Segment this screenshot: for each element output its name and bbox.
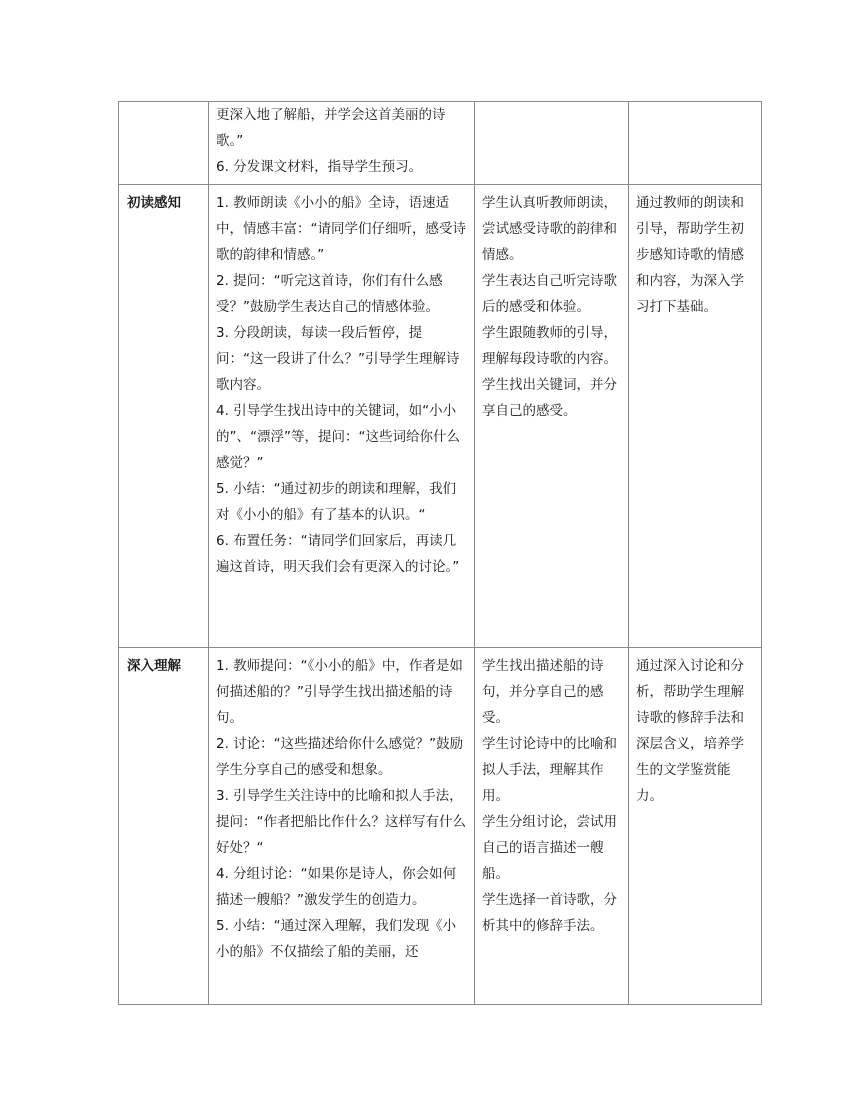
student-activity-cell [475,185,629,648]
student-activity-line: 学生讨论诗中的比喻和拟人手法，理解其作用。 [482,736,617,804]
table-row [119,648,762,1005]
stage-cell: 初读感知 [119,185,209,648]
teacher-activity-line: 1. 教师提问：“《小小的船》中，作者是如何描述船的？”引导学生找出描述船的诗句。 [216,658,463,726]
student-activity-line: 学生分组讨论，尝试用自己的语言描述一艘船。 [482,814,617,882]
teacher-activity-line: 2. 讨论：“这些描述给你什么感觉？”鼓励学生分享自己的感受和想象。 [216,736,464,778]
stage-cell [119,102,209,185]
design-intent-cell [629,648,762,1005]
teacher-activity-line: 6. 分发课文材料，指导学生预习。 [216,159,423,175]
teacher-activity-cell [209,185,475,648]
teacher-activity-line: 5. 小结：“通过初步的朗读和理解，我们对《小小的船》有了基本的认识。“ [216,481,457,523]
student-activity-line: 学生跟随教师的引导，理解每段诗歌的内容。 [482,325,617,367]
student-activity-line: 学生认真听教师朗读，尝试感受诗歌的韵律和情感。 [482,195,617,263]
teacher-activity-line: 1. 教师朗读《小小的船》全诗，语速适中，情感丰富：“请同学们仔细听，感受诗歌的韵律和情感。” [216,195,466,263]
teacher-activity-cell [209,102,475,185]
design-intent-cell [629,102,762,185]
student-activity-line: 学生选择一首诗歌，分析其中的修辞手法。 [482,892,617,934]
teacher-activity-line: 3. 引导学生关注诗中的比喻和拟人手法，提问：“作者把船比作什么？这样写有什么好处？“ [216,788,466,856]
student-activity-cell [475,648,629,1005]
student-activity-line: 学生表达自己听完诗歌后的感受和体验。 [482,273,617,315]
student-activity-cell [475,102,629,185]
teacher-activity-cell [209,648,475,1005]
table-row [119,185,762,648]
teacher-activity-line: 3. 分段朗读，每读一段后暂停，提问：“这一段讲了什么？”引导学生理解诗歌内容。 [216,325,460,393]
teacher-activity-line: 2. 提问：“听完这首诗，你们有什么感受？”鼓励学生表达自己的情感体验。 [216,273,443,315]
stage-cell: 深入理解 [119,648,209,1005]
teacher-activity-line: 5. 小结：“通过深入理解，我们发现《小小的船》不仅描绘了船的美丽，还 [216,918,457,960]
design-intent-text: 通过深入讨论和分析，帮助学生理解诗歌的修辞手法和深层含义，培养学生的文学鉴赏能力。 [636,658,744,804]
student-activity-line: 学生找出描述船的诗句，并分享自己的感受。 [482,658,604,726]
student-activity-line: 学生找出关键词，并分享自己的感受。 [482,377,617,419]
lesson-plan-table [118,101,762,1005]
teacher-activity-line: 4. 分组讨论：“如果你是诗人，你会如何描述一艘船？”激发学生的创造力。 [216,866,457,908]
teacher-activity-line: 更深入地了解船，并学会这首美丽的诗歌。” [216,107,446,149]
teacher-activity-line: 6. 布置任务：“请同学们回家后，再读几遍这首诗，明天我们会有更深入的讨论。” [216,533,460,575]
teacher-activity-line: 4. 引导学生找出诗中的关键词，如“小小的”、“漂浮”等，提问：“这些词给你什么感觉？” [216,403,460,471]
table-row [119,102,762,185]
design-intent-text: 通过教师的朗读和引导，帮助学生初步感知诗歌的情感和内容，为深入学习打下基础。 [636,195,744,315]
design-intent-cell [629,185,762,648]
